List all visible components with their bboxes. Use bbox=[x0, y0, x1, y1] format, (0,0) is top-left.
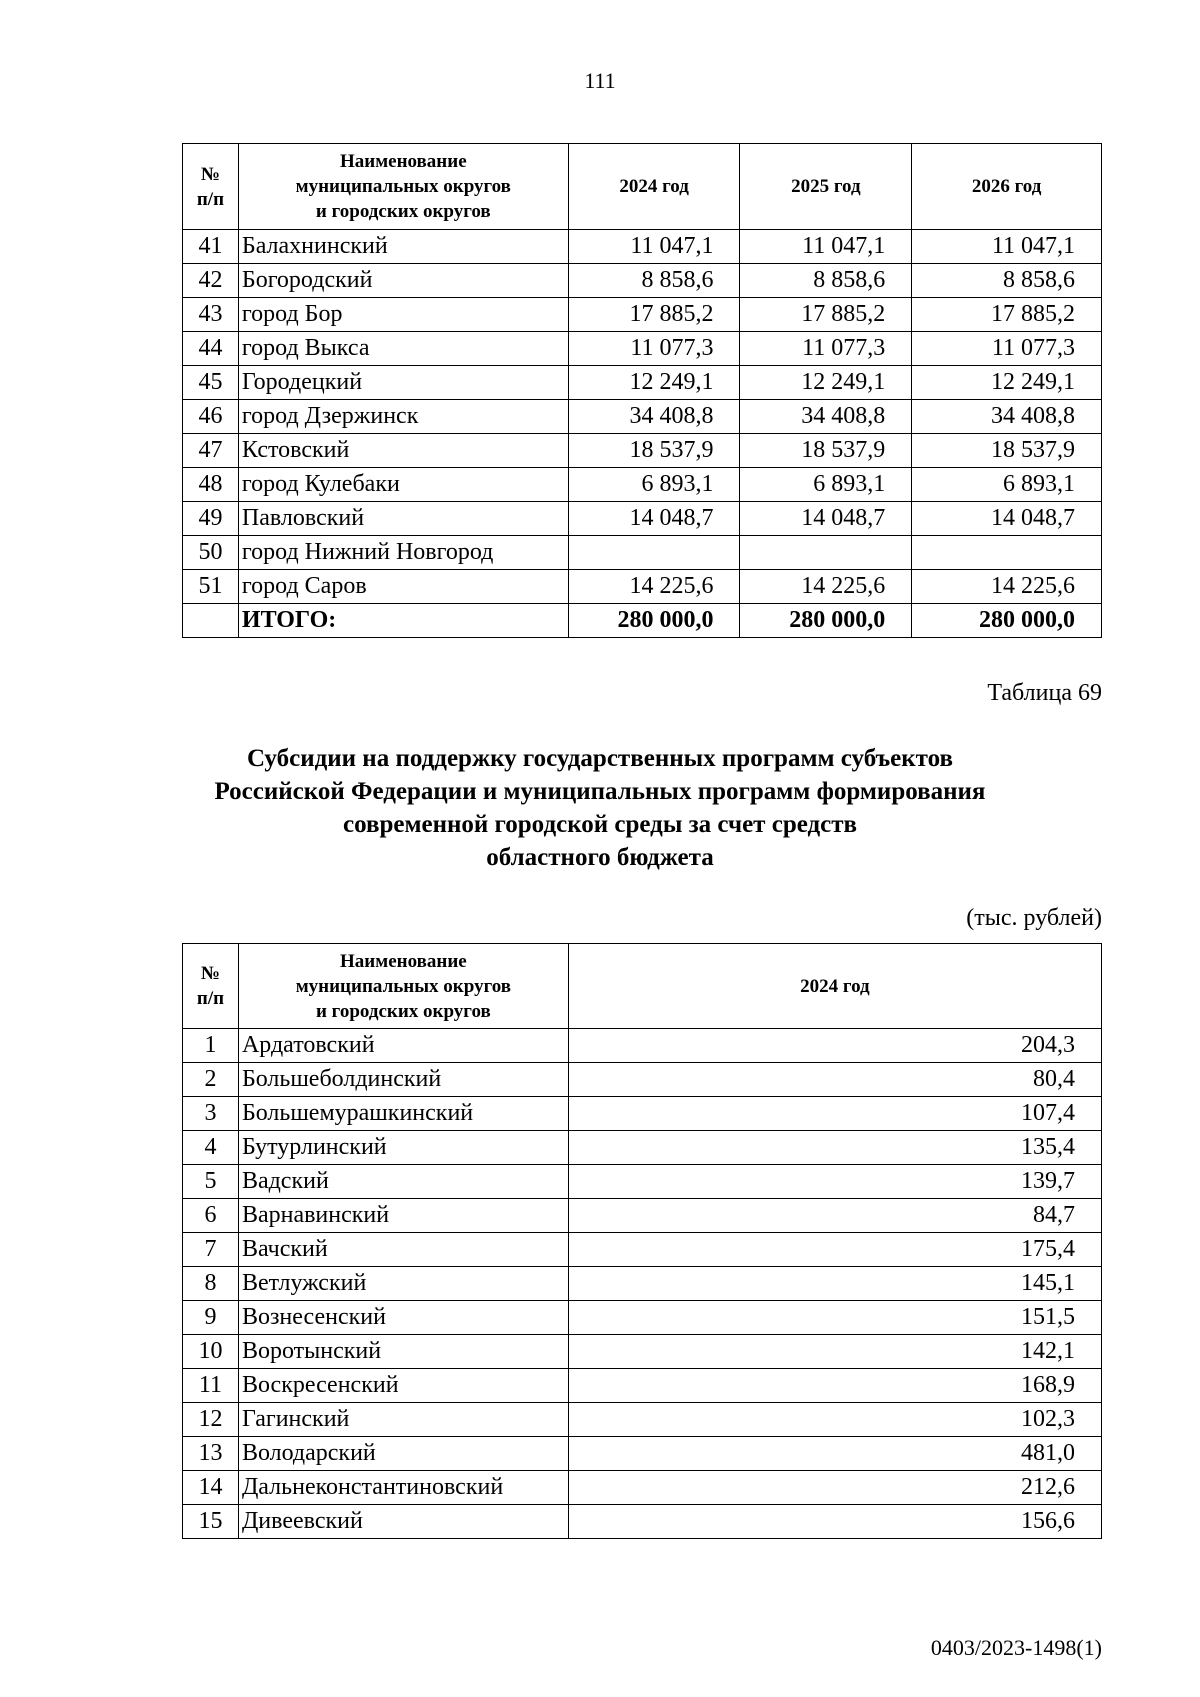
row-number: 41 bbox=[183, 230, 239, 264]
table-row bbox=[183, 1131, 1102, 1165]
value-2025: 14 048,7 bbox=[740, 502, 912, 536]
value-2024: 142,1 bbox=[568, 1335, 1101, 1369]
row-name: Воротынский bbox=[238, 1335, 568, 1369]
row-name: Дальнеконстантиновский bbox=[238, 1471, 568, 1505]
table-row bbox=[183, 264, 1102, 298]
row-number: 46 bbox=[183, 400, 239, 434]
row-number: 43 bbox=[183, 298, 239, 332]
table-row bbox=[183, 570, 1102, 604]
header-2024: 2024 год bbox=[568, 944, 1101, 1029]
value-2024: 481,0 bbox=[568, 1437, 1101, 1471]
table-row bbox=[183, 434, 1102, 468]
value-2024: 14 048,7 bbox=[568, 502, 740, 536]
value-2024: 11 047,1 bbox=[568, 230, 740, 264]
row-number: 4 bbox=[183, 1131, 239, 1165]
row-number: 3 bbox=[183, 1097, 239, 1131]
table-title bbox=[0, 742, 1200, 874]
table-header-row bbox=[183, 144, 1102, 230]
row-number: 51 bbox=[183, 570, 239, 604]
value-2024: 80,4 bbox=[568, 1063, 1101, 1097]
table-row bbox=[183, 1063, 1102, 1097]
row-name: Вознесенский bbox=[238, 1301, 568, 1335]
value-2024: 102,3 bbox=[568, 1403, 1101, 1437]
value-2024: 14 225,6 bbox=[568, 570, 740, 604]
table-row bbox=[183, 502, 1102, 536]
row-name: Дивеевский bbox=[238, 1505, 568, 1539]
value-2026: 14 048,7 bbox=[912, 502, 1102, 536]
value-2024: 175,4 bbox=[568, 1233, 1101, 1267]
title-line: современной городской среды за счет средств bbox=[342, 811, 858, 838]
row-number: 6 bbox=[183, 1199, 239, 1233]
value-2024: 6 893,1 bbox=[568, 468, 740, 502]
row-number: 50 bbox=[183, 536, 239, 570]
row-name: Богородский bbox=[238, 264, 568, 298]
row-name: Павловский bbox=[238, 502, 568, 536]
value-2024: 11 077,3 bbox=[568, 332, 740, 366]
value-2025: 12 249,1 bbox=[740, 366, 912, 400]
value-2026: 18 537,9 bbox=[912, 434, 1102, 468]
table-label: Таблица 69 bbox=[987, 680, 1102, 706]
row-number: 8 bbox=[183, 1267, 239, 1301]
value-2024: 151,5 bbox=[568, 1301, 1101, 1335]
value-2024: 168,9 bbox=[568, 1369, 1101, 1403]
value-2026: 17 885,2 bbox=[912, 298, 1102, 332]
row-number: 45 bbox=[183, 366, 239, 400]
table-row bbox=[183, 1233, 1102, 1267]
table-row bbox=[183, 1471, 1102, 1505]
value-2024: 212,6 bbox=[568, 1471, 1101, 1505]
table-row bbox=[183, 298, 1102, 332]
row-name: Большеболдинский bbox=[238, 1063, 568, 1097]
total-2024: 280 000,0 bbox=[568, 604, 740, 638]
row-number: 12 bbox=[183, 1403, 239, 1437]
row-name: Варнавинский bbox=[238, 1199, 568, 1233]
table-row bbox=[183, 332, 1102, 366]
total-label: ИТОГО: bbox=[238, 604, 568, 638]
value-2025: 8 858,6 bbox=[740, 264, 912, 298]
row-number: 2 bbox=[183, 1063, 239, 1097]
row-number: 5 bbox=[183, 1165, 239, 1199]
allocation-table-1 bbox=[182, 143, 1102, 638]
table-row bbox=[183, 1267, 1102, 1301]
row-name: Балахнинский bbox=[238, 230, 568, 264]
table-row bbox=[183, 1403, 1102, 1437]
value-2024: 204,3 bbox=[568, 1029, 1101, 1063]
header-number: № п/п bbox=[183, 144, 239, 230]
value-2025: 17 885,2 bbox=[740, 298, 912, 332]
value-2024: 8 858,6 bbox=[568, 264, 740, 298]
value-2024: 18 537,9 bbox=[568, 434, 740, 468]
row-number: 42 bbox=[183, 264, 239, 298]
row-name: Вачский bbox=[238, 1233, 568, 1267]
value-2025 bbox=[740, 536, 912, 570]
header-name: Наименование муниципальных округов и городских округов bbox=[238, 144, 568, 230]
row-name: Вадский bbox=[238, 1165, 568, 1199]
value-2024: 139,7 bbox=[568, 1165, 1101, 1199]
value-2025: 18 537,9 bbox=[740, 434, 912, 468]
row-number: 47 bbox=[183, 434, 239, 468]
table-row bbox=[183, 1097, 1102, 1131]
row-name: Бутурлинский bbox=[238, 1131, 568, 1165]
value-2026: 12 249,1 bbox=[912, 366, 1102, 400]
row-name: город Кулебаки bbox=[238, 468, 568, 502]
row-number: 11 bbox=[183, 1369, 239, 1403]
row-name: город Бор bbox=[238, 298, 568, 332]
table-row bbox=[183, 1029, 1102, 1063]
row-number: 14 bbox=[183, 1471, 239, 1505]
value-2025: 11 077,3 bbox=[740, 332, 912, 366]
row-name: Володарский bbox=[238, 1437, 568, 1471]
table-row bbox=[183, 1369, 1102, 1403]
value-2025: 6 893,1 bbox=[740, 468, 912, 502]
value-2026: 11 047,1 bbox=[912, 230, 1102, 264]
row-name: город Саров bbox=[238, 570, 568, 604]
value-2026: 14 225,6 bbox=[912, 570, 1102, 604]
row-number: 10 bbox=[183, 1335, 239, 1369]
table-row bbox=[183, 536, 1102, 570]
table-row bbox=[183, 400, 1102, 434]
row-number: 15 bbox=[183, 1505, 239, 1539]
title-line: Субсидии на поддержку государственных программ субъектов bbox=[247, 745, 953, 772]
value-2024: 156,6 bbox=[568, 1505, 1101, 1539]
header-2024: 2024 год bbox=[568, 144, 740, 230]
total-2025: 280 000,0 bbox=[740, 604, 912, 638]
total-row bbox=[183, 604, 1102, 638]
value-2026: 8 858,6 bbox=[912, 264, 1102, 298]
page-number: 111 bbox=[584, 68, 616, 93]
header-2026: 2026 год bbox=[912, 144, 1102, 230]
row-name: город Выкса bbox=[238, 332, 568, 366]
value-2025: 14 225,6 bbox=[740, 570, 912, 604]
table-row bbox=[183, 1335, 1102, 1369]
total-number-empty bbox=[183, 604, 239, 638]
table-header-row bbox=[183, 944, 1102, 1029]
row-number: 49 bbox=[183, 502, 239, 536]
row-name: Гагинский bbox=[238, 1403, 568, 1437]
value-2025: 34 408,8 bbox=[740, 400, 912, 434]
table-row bbox=[183, 230, 1102, 264]
row-name: Городецкий bbox=[238, 366, 568, 400]
value-2024: 135,4 bbox=[568, 1131, 1101, 1165]
row-number: 13 bbox=[183, 1437, 239, 1471]
row-number: 48 bbox=[183, 468, 239, 502]
row-name: Большемурашкинский bbox=[238, 1097, 568, 1131]
document-id: 0403/2023-1498(1) bbox=[930, 1635, 1102, 1660]
header-2025: 2025 год bbox=[740, 144, 912, 230]
row-number: 9 bbox=[183, 1301, 239, 1335]
value-2026: 11 077,3 bbox=[912, 332, 1102, 366]
table-row bbox=[183, 1199, 1102, 1233]
row-name: город Дзержинск bbox=[238, 400, 568, 434]
value-2024: 107,4 bbox=[568, 1097, 1101, 1131]
value-2026: 6 893,1 bbox=[912, 468, 1102, 502]
row-name: город Нижний Новгород bbox=[238, 536, 568, 570]
row-name: Кстовский bbox=[238, 434, 568, 468]
table-row bbox=[183, 366, 1102, 400]
title-line: Российской Федерации и муниципальных программ формирования bbox=[214, 778, 986, 805]
value-2024: 34 408,8 bbox=[568, 400, 740, 434]
header-name: Наименование муниципальных округов и городских округов bbox=[238, 944, 568, 1029]
value-2024 bbox=[568, 536, 740, 570]
value-2024: 145,1 bbox=[568, 1267, 1101, 1301]
value-2026 bbox=[912, 536, 1102, 570]
value-2025: 11 047,1 bbox=[740, 230, 912, 264]
table-row bbox=[183, 1505, 1102, 1539]
header-number: № п/п bbox=[183, 944, 239, 1029]
total-2026: 280 000,0 bbox=[912, 604, 1102, 638]
row-name: Воскресенский bbox=[238, 1369, 568, 1403]
row-number: 7 bbox=[183, 1233, 239, 1267]
value-2024: 17 885,2 bbox=[568, 298, 740, 332]
value-2024: 12 249,1 bbox=[568, 366, 740, 400]
title-line: областного бюджета bbox=[486, 844, 714, 871]
value-2026: 34 408,8 bbox=[912, 400, 1102, 434]
table-row bbox=[183, 468, 1102, 502]
table-row bbox=[183, 1437, 1102, 1471]
row-number: 44 bbox=[183, 332, 239, 366]
table-row bbox=[183, 1165, 1102, 1199]
value-2024: 84,7 bbox=[568, 1199, 1101, 1233]
allocation-table-2 bbox=[182, 943, 1102, 1539]
units-label: (тыс. рублей) bbox=[966, 905, 1102, 931]
table-row bbox=[183, 1301, 1102, 1335]
row-number: 1 bbox=[183, 1029, 239, 1063]
row-name: Ветлужский bbox=[238, 1267, 568, 1301]
row-name: Ардатовский bbox=[238, 1029, 568, 1063]
